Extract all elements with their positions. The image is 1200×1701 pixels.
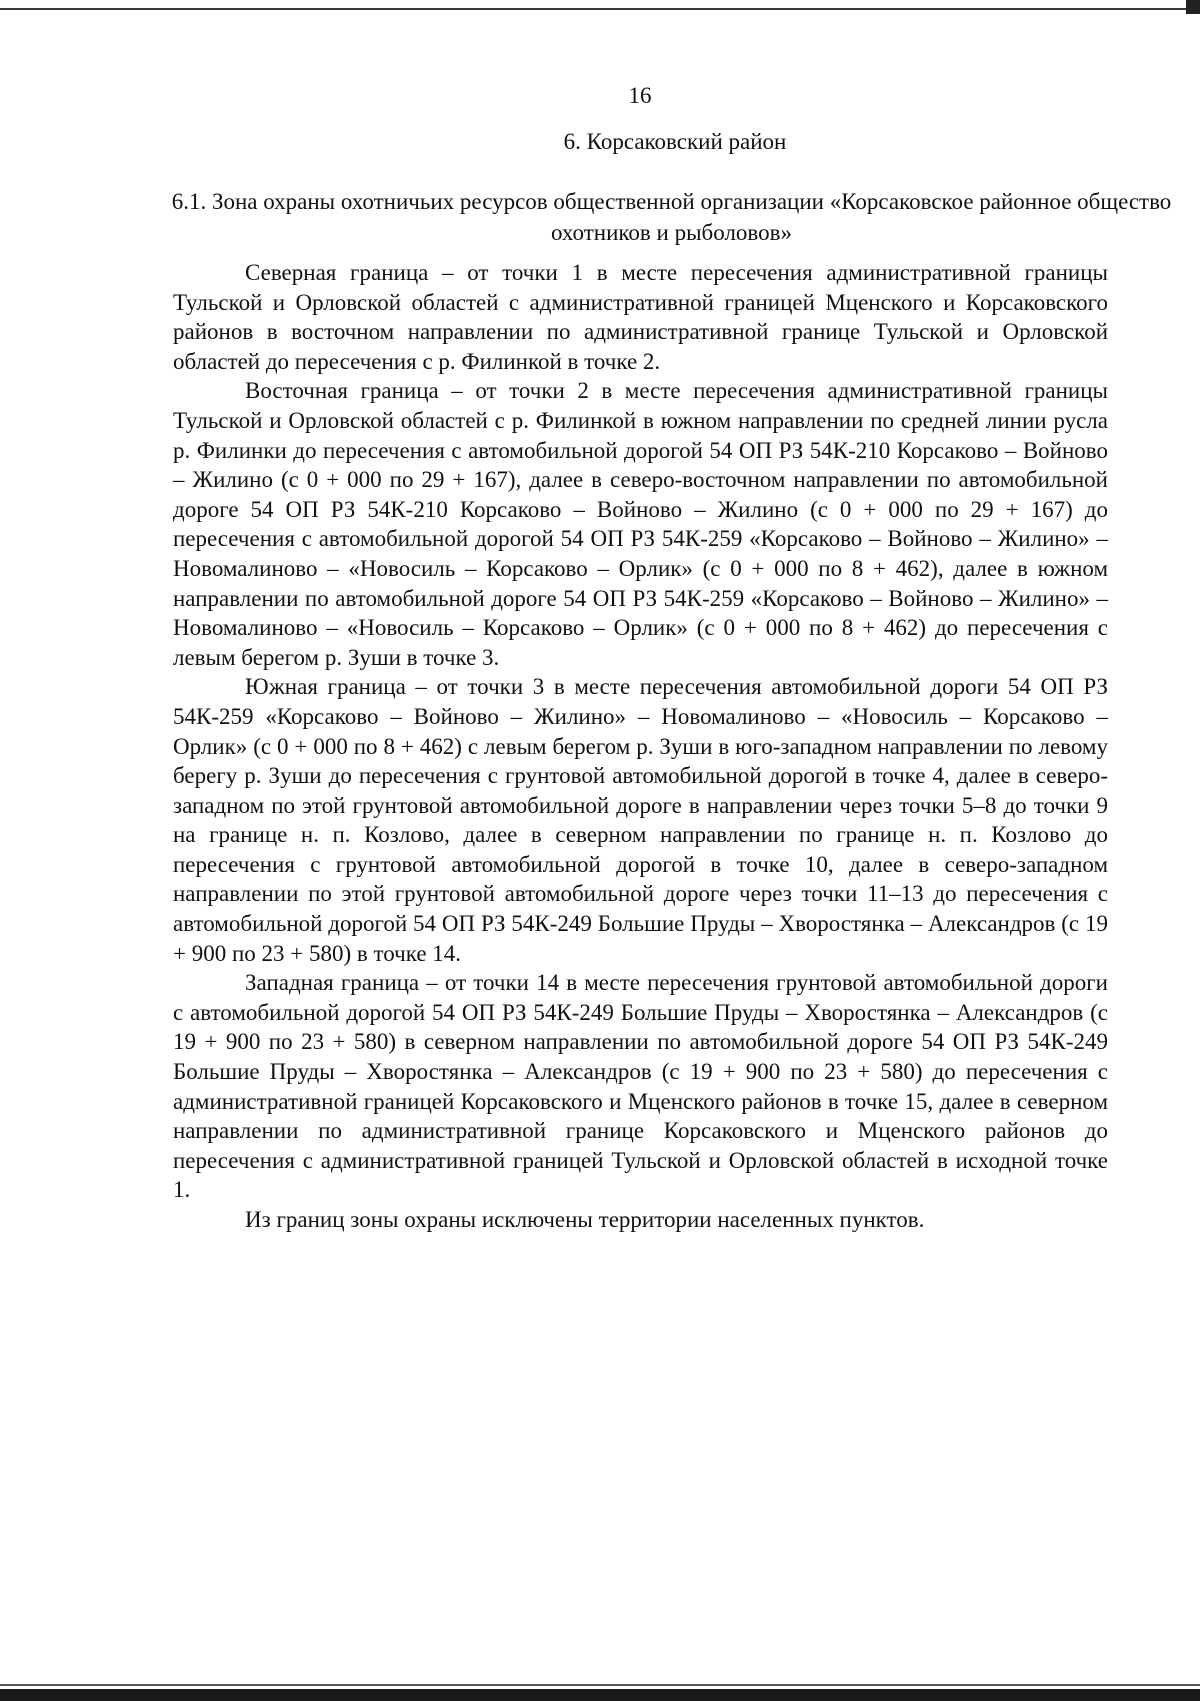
scan-corner-mark	[1186, 0, 1200, 14]
page-number: 16	[628, 83, 652, 108]
scan-edge-bottom	[0, 1689, 1200, 1701]
scan-edge-top	[0, 8, 1200, 10]
paragraph-south-border: Южная граница – от точки 3 в месте пересечения автомобильной дороги 54 ОП РЗ 54К-259 «Корсаково – Войново – Жилино» – Новомалиново – «Новосиль – Корсаково – Орлик» (с 0 + 000 по 8 + 462) с левым берегом р. Зуши в юго-западном направлении по левому берегу р. Зуши до пересечения с грунтовой автомобильной дорогой в точке 4, далее в северо-западном по этой грунтовой автомобильной дороге в направлении через точки 5–8 до точки 9 на границе н. п. Козлово, далее в северном направлении по границе н. п. Козлово до пересечения с грунтовой автомобильной дорогой в точке 10, далее в северо-западном направлении по этой грунтовой автомобильной дороге через точки 11–13 до пересечения с автомобильной дорогой 54 ОП РЗ 54К-249 Большие Пруды – Хворостянка – Александров (с 19 + 900 по 23 + 580) в точке 14.	[173, 674, 1108, 966]
section-title: 6. Корсаковский район	[563, 129, 787, 154]
document-body	[173, 258, 1108, 1235]
paragraph-exclusion-note: Из границ зоны охраны исключены территории населенных пунктов.	[245, 1207, 925, 1232]
paragraph-east-border: Восточная граница – от точки 2 в месте пересечения административной границы Тульской и Орловской областей с р. Филинкой в южном направлении по средней линии русла р. Филинки до пересечения с автомобильной дорогой 54 ОП РЗ 54К-210 Корсаково – Войново – Жилино (с 0 + 000 по 29 + 167), далее в северо-восточном направлении по автомобильной дороге 54 ОП РЗ 54К-210 Корсаково – Войново – Жилино (с 0 + 000 по 29 + 167) до пересечения с автомобильной дорогой 54 ОП РЗ 54К-259 «Корсаково – Войново – Жилино» – Новомалиново – «Новосиль – Корсаково – Орлик» (с 0 + 000 по 8 + 462), далее в южном направлении по автомобильной дороге 54 ОП РЗ 54К-259 «Корсаково – Войново – Жилино» – Новомалиново – «Новосиль – Корсаково – Орлик» (с 0 + 000 по 8 + 462) до пересечения с левым берегом р. Зуши в точке 3.	[173, 378, 1108, 670]
paragraph-west-border: Западная граница – от точки 14 в месте пересечения грунтовой автомобильной дороги с автомобильной дорогой 54 ОП РЗ 54К-249 Большие Пруды – Хворостянка – Александров (с 19 + 900 по 23 + 580) в северном направлении по автомобильной дороге 54 ОП РЗ 54К-249 Большие Пруды – Хворостянка – Александров (с 19 + 900 по 23 + 580) до пересечения с административной границей Корсаковского и Мценского районов в точке 15, далее в северном направлении по административной границе Корсаковского и Мценского районов до пересечения с административной границей Тульской и Орловской областей в исходной точке 1.	[173, 970, 1108, 1203]
paragraph-north-border: Северная граница – от точки 1 в месте пересечения административной границы Тульской и Орловской областей с административной границей Мценского и Корсаковского районов в восточном направлении по административной границе Тульской и Орловской областей до пересечения с р. Филинкой в точке 2.	[173, 260, 1108, 374]
subsection-title: 6.1. Зона охраны охотничьих ресурсов общественной организации «Корсаковское районное общество охотников и рыболовов»	[171, 189, 1172, 245]
